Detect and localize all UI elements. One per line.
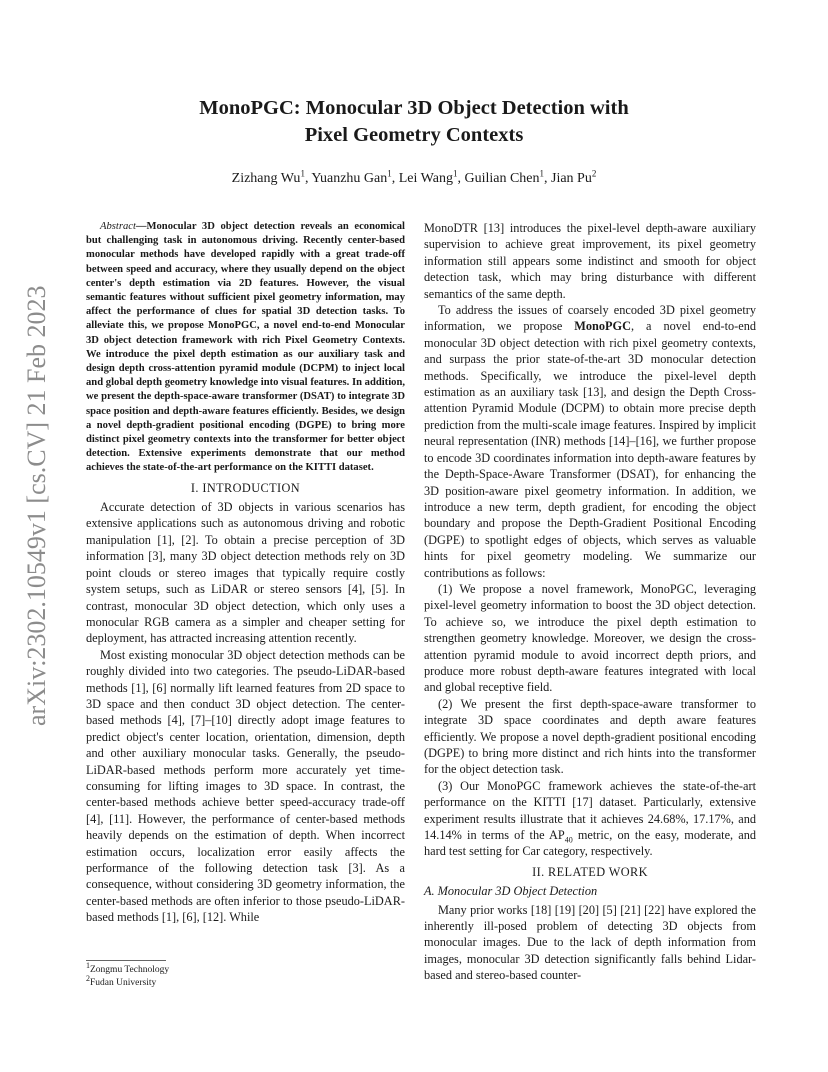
- section-heading-introduction: I. INTRODUCTION: [190, 480, 301, 495]
- body-paragraph: MonoDTR [13] introduces the pixel-level depth-aware auxiliary supervision to achieve great improvement, its pixel geometry information still appears some indistinct and smooth for object detection task, which may bring disturbance with different semantics of the same depth.: [424, 221, 756, 301]
- author-name: Guilian Chen: [464, 171, 540, 186]
- section-heading-related-work: II. RELATED WORK: [532, 864, 648, 879]
- related-paragraph: Many prior works [18] [19] [20] [5] [21] [22] have explored the inherently ill-posed problem of detecting 3D objects from monocular images. Due to the lack of depth information from images, monocular 3D detection significantly falls behind Lidar-based and stereo-based counter-: [424, 902, 756, 983]
- arxiv-stamp: arXiv:2302.10549v1 [cs.CV] 21 Feb 2023: [22, 285, 51, 726]
- footnotes: [86, 960, 405, 990]
- title-line-1: MonoPGC: Monocular 3D Object Detection with: [199, 97, 629, 119]
- subsection-heading: A. Monocular 3D Object Detection: [424, 884, 598, 899]
- author-name: Lei Wang: [398, 171, 453, 186]
- footnote-rule: [86, 960, 166, 961]
- footnote: $^1$Zongmu Technology: [86, 960, 170, 975]
- author-name: Yuanzhu Gan: [311, 171, 388, 186]
- abstract-text: Monocular 3D object detection reveals an economical but challenging task in autonomous driving. Recently center-based monocular methods have developed rapidly with a great trade-off between speed and accuracy, where they usually depend on the object center's depth estimation via 2D features. However, the visual semantic features without sufficient pixel geometry information, may affect the performance of clues for spatial 3D detection tasks. To alleviate this, we propose MonoPGC, a novel end-to-end Monocular 3D object detection framework with rich Pixel Geometry Contexts. We introduce the pixel depth estimation as our auxiliary task and design depth cross-attention pyramid module (DCPM) to inject local and global depth geometry knowledge into visual features. In addition, we present the depth-space-aware transformer (DSAT) to integrate 3D space position and depth-aware features efficiently. Besides, we design a novel depth-gradient positional encoding (DGPE) to bring more distinct pixel geometry contexts into the transformer for better object detection. Extensive experiments demonstrate that our method achieves the state-of-the-art performance on the KITTI dataset.: [86, 221, 405, 474]
- author-affiliation: 1: [300, 168, 305, 179]
- intro-paragraph: Most existing monocular 3D object detection methods can be roughly divided into two categories. The pseudo-LiDAR-based methods [1], [6] normally lift learned features from 2D space to 3D space and then conduct 3D object detection. The center-based methods [4], [7]–[10] directly adopt image features to predict object's center location, orientation, dimension, depth and other auxiliary monocular tasks. Generally, the pseudo-LiDAR-based methods perform more accurately yet time-consuming for lifting images to 3D space. In contrast, the center-based methods achieve better speed-accuracy trade-off [4], [11]. However, the performance of center-based methods heavily depends on the estimation of depth. When incorrect estimation occurs, localization error easily affects the performance of the following detection task [3]. As a consequence, without considering 3D geometry information, the center-based methods are often inferior to those pseudo-LiDAR-based methods [1], [6], [12]. While: [86, 647, 405, 925]
- body-paragraph: To address the issues of coarsely encoded 3D pixel geometry information, we propose MonoPGC, a novel end-to-end monocular 3D object detection with rich pixel geometry contexts, and surpass the prior state-of-the-art 3D monocular detection methods. Specifically, we introduce the pixel-level depth estimation as an auxiliary task [13], and design the Depth Cross-attention Pyramid Module (DCPM) to obtain more precise depth prediction from the multi-scale image features. Inspired by implicit neural representation (INR) methods [14]–[16], we further propose to encode 3D coordinates information into depth-aware features by the Depth-Space-Aware Transformer (DSAT), for enhancing the 3D position-aware pixel geometry information. In addition, we introduce a new term, depth gradient, for encoding the object boundary and propose the Depth-Gradient Positional Encoding (DGPE) to spotlight edges of objects, which serves as valuable hints for pixel geometry modeling. We summarize our contributions as follows:: [424, 303, 757, 580]
- contribution-paragraph: (2) We present the first depth-space-aware transformer to integrate 3D space coordinates and depth aware features efficiently. We propose a novel depth-gradient positional encoding (DGPE) to bring more distinct and rich hints into the transformer for the object detection task.: [424, 696, 756, 777]
- author-name: Jian Pu: [551, 171, 592, 186]
- arxiv-stamp-container: [22, 286, 52, 726]
- paper-title: [0, 95, 828, 149]
- author-affiliation: 1: [452, 168, 458, 179]
- author-list: Zizhang Wu$^1$, Yuanzhu Gan$^1$, Lei Wang$^1$, Guilian Chen$^1$, Jian Pu$^2$: [231, 168, 597, 186]
- author-affiliation: 2: [591, 168, 597, 179]
- footnote: $^2$Fudan University: [86, 973, 157, 988]
- abstract: Abstract—Monocular 3D object detection reveals an economical but challenging task in autonomous driving. Recently center-based monocular methods have developed rapidly with a great trade-off between speed and accuracy, where they usually depend on the object center's depth estimation via 2D features. However, the visual semantic features without sufficient pixel geometry information, may affect the performance of clues for spatial 3D detection tasks. To alleviate this, we propose MonoPGC, a novel end-to-end Monocular 3D object detection framework with rich Pixel Geometry Contexts. We introduce the pixel depth estimation as our auxiliary task and design depth cross-attention pyramid module (DCPM) to inject local and global depth geometry knowledge into visual features. In addition, we present the depth-space-aware transformer (DSAT) to integrate 3D space position and depth-aware features efficiently. Besides, we design a novel depth-gradient positional encoding (DGPE) to bring more distinct pixel geometry contexts into the transformer for better object detection. Extensive experiments demonstrate that our method achieves the state-of-the-art performance on the KITTI dataset.: [86, 221, 405, 474]
- author-affiliation: 1: [539, 168, 544, 179]
- contribution-paragraph: (1) We propose a novel framework, MonoPGC, leveraging pixel-level geometry information to boost the 3D object detection. To achieve so, we introduce the pixel depth estimation to strengthen geometry knowledge. Moreover, we design the cross-attention pyramid module to avoid incorrect depth priors, and produce more robust depth-aware features integrated with local and global receptive field.: [424, 581, 756, 695]
- contribution-paragraph: (3) Our MonoPGC framework achieves the state-of-the-art performance on the KITTI [17] dataset. Particularly, extensive experiment results illustrate that it achieves 24.68%, 17.17%, and 14.14% in terms of the $AP_{40}$ metric, on the easy, moderate, and hard test setting for Car category, respectively.: [424, 778, 756, 859]
- right-column: [424, 220, 756, 984]
- intro-paragraph: Accurate detection of 3D objects in various scenarios has extensive applications such as autonomous driving and robotic manipulation [1], [2]. To obtain a precise perception of 3D information [3], many 3D object detection methods rely on 3D point clouds or stereo images that typically require costly system setups, such as LiDAR or stereo sensors [4], [5]. In contrast, monocular 3D object detection, which only uses a monocular RGB camera as a simpler and cheaper setting for deployment, has attracted increasing attention recently.: [86, 500, 405, 646]
- title-line-2: Pixel Geometry Contexts: [304, 124, 524, 146]
- left-column: [86, 220, 405, 926]
- abstract-label: Abstract: [100, 221, 136, 232]
- author-name: Zizhang Wu: [231, 171, 301, 186]
- author-affiliation: 1: [387, 168, 392, 179]
